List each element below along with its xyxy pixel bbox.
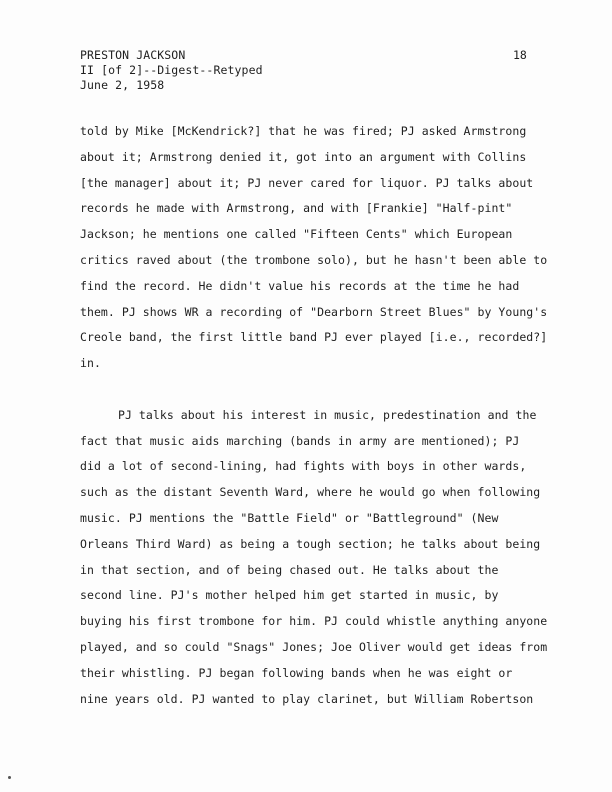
document-header <box>80 48 263 93</box>
text-line: fact that music aids marching (bands in army are mentioned); PJ <box>80 433 520 448</box>
text-line: [the manager] about it; PJ never cared for liquor. PJ talks about <box>80 175 534 190</box>
text-line: buying his first trombone for him. PJ could whistle anything anyone <box>80 614 548 629</box>
text-line: Jackson; he mentions one called "Fifteen Cents" which European <box>80 227 513 242</box>
text-line: in that section, and of being chased out. He talks about the <box>80 562 499 577</box>
document-body <box>80 119 580 712</box>
text-line: in. <box>80 356 101 371</box>
header-date: June 2, 1958 <box>80 78 165 92</box>
paragraph-1 <box>80 119 580 377</box>
text-line: played, and so could "Snags" Jones; Joe Oliver would get ideas from <box>80 639 548 654</box>
paragraph-gap <box>80 377 580 403</box>
text-line: them. PJ shows WR a recording of "Dearborn Street Blues" by Young's <box>80 304 548 319</box>
text-line: their whistling. PJ began following bands when he was eight or <box>80 665 513 680</box>
paragraph-2 <box>80 403 580 713</box>
text-line: told by Mike [McKendrick?] that he was fired; PJ asked Armstrong <box>80 124 527 138</box>
text-line: find the record. He didn't value his records at the time he had <box>80 278 520 293</box>
text-line: Orleans Third Ward) as being a tough section; he talks about being <box>80 536 541 551</box>
text-line: did a lot of second-lining, had fights with boys in other wards, <box>80 459 527 474</box>
text-line: Creole band, the first little band PJ ever played [i.e., recorded?] <box>80 330 548 345</box>
header-name: PRESTON JACKSON <box>80 48 186 62</box>
text-line: critics raved about (the trombone solo), but he hasn't been able to <box>80 252 548 267</box>
text-line: records he made with Armstrong, and with [Frankie] "Half-pint" <box>80 201 513 216</box>
header-reel-info: II [of 2]--Digest--Retyped <box>80 63 263 77</box>
scan-speck <box>8 776 11 779</box>
page-number: 18 <box>513 48 527 62</box>
text-line: second line. PJ's mother helped him get started in music, by <box>80 588 499 603</box>
text-line: about it; Armstrong denied it, got into an argument with Collins <box>80 149 527 164</box>
text-line: such as the distant Seventh Ward, where he would go when following <box>80 485 541 500</box>
text-line: nine years old. PJ wanted to play clarinet, but William Robertson <box>80 691 534 706</box>
text-line: music. PJ mentions the "Battle Field" or "Battleground" (New <box>80 510 499 525</box>
text-line: PJ talks about his interest in music, predestination and the <box>118 407 537 422</box>
